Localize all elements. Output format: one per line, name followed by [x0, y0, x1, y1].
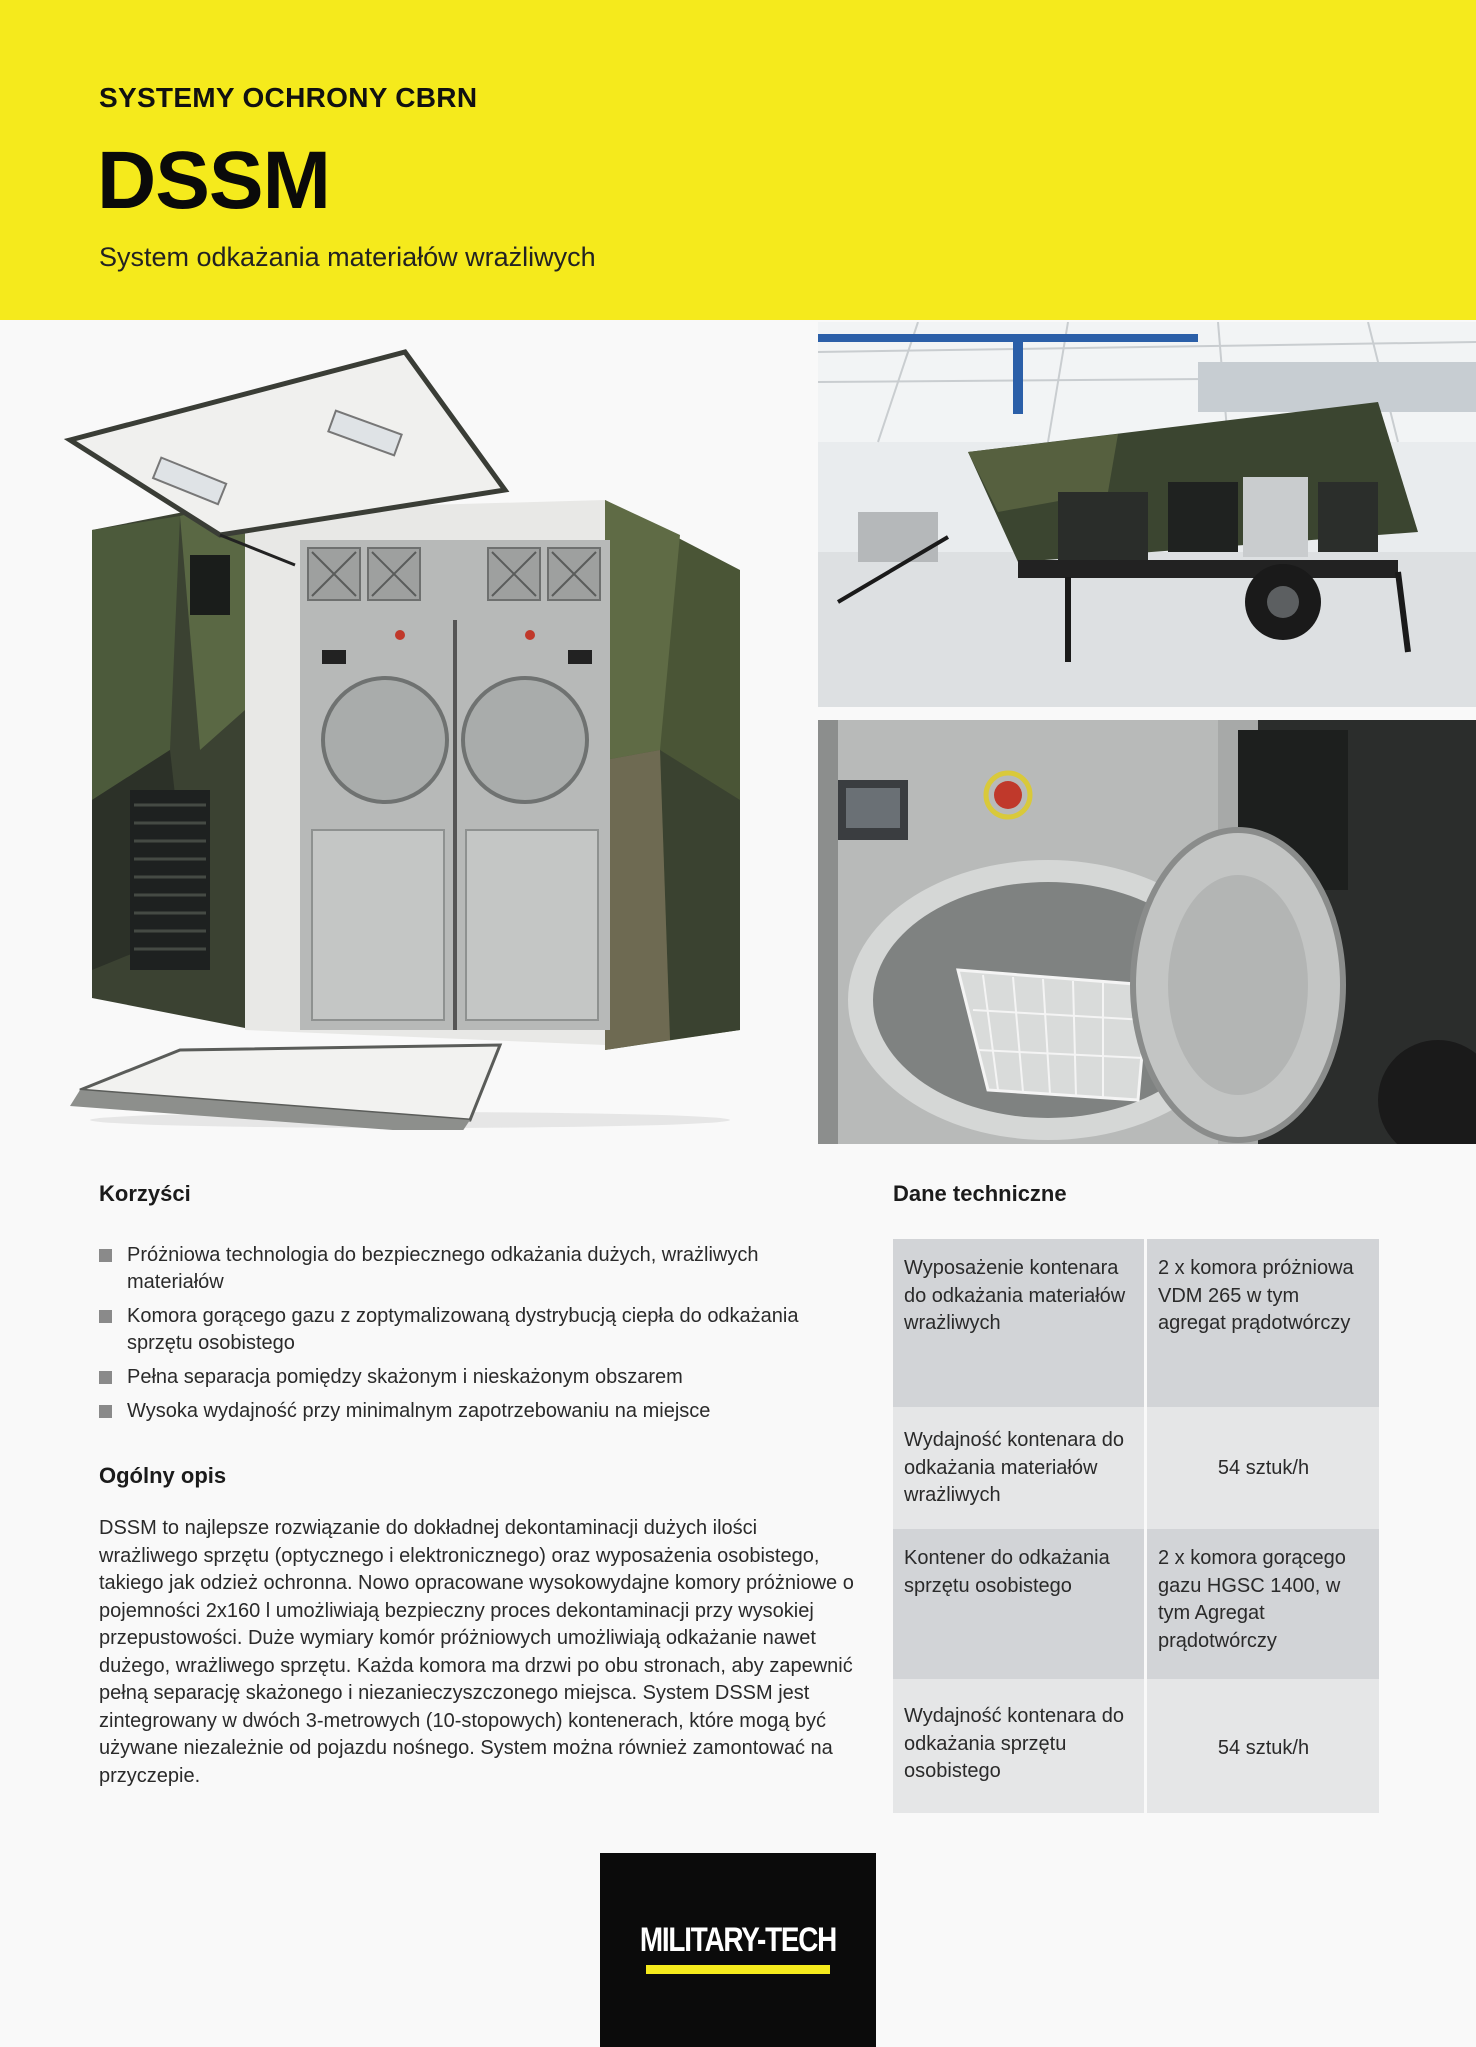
page-title: DSSM [97, 135, 330, 226]
table-cell-value: 54 sztuk/h [1147, 1407, 1379, 1529]
list-item: Komora gorącego gazu z zoptymalizowaną dystrybucją ciepła do odkażania sprzętu osobistego [99, 1303, 839, 1357]
list-item: Wysoka wydajność przy minimalnym zapotrzebowaniu na miejsce [99, 1398, 839, 1425]
technical-heading: Dane techniczne [893, 1181, 1067, 1206]
list-item: Próżniowa technologia do bezpiecznego odkażania dużych, wrażliwych materiałów [99, 1242, 839, 1296]
table-row [893, 1679, 1379, 1813]
table-row [893, 1407, 1379, 1529]
brand-logo [600, 1853, 876, 2047]
overview-heading: Ogólny opis [99, 1463, 227, 1488]
table-cell-label: Wydajność kontenara do odkażania sprzętu osobistego [893, 1679, 1147, 1813]
square-bullet-icon [99, 1310, 112, 1323]
table-cell-value: 2 x komora próżniowa VDM 265 w tym agregat prądotwórczy [1147, 1239, 1379, 1407]
category-label: SYSTEMY OCHRONY CBRN [99, 82, 478, 113]
page-subtitle: System odkażania materiałów wrażliwych [99, 242, 596, 272]
overview-text: DSSM to najlepsze rozwiązanie do dokładnej dekontaminacji dużych ilości wrażliwego sprzętu (optycznego i elektronicznego) oraz wyposażenia osobistego, takiego jak odzież ochronna. Nowo opracowane wysokowydajne komory próżniowe o pojemności 2x160 l umożliwiają bezpieczny proces dekontaminacji przy wysokiej przepustowości. Duże wymiary komór próżniowych umożliwiają odkażanie nawet dużego, wrażliwego sprzętu. Każda komora ma drzwi po obu stronach, aby zapewnić pełną separację skażonego i niezanieczyszczonego miejsca. System DSSM jest zintegrowany w dwóch 3-metrowych (10-stopowych) kontenerach, które mogą być używane niezależnie od pojazdu nośnego. System można również zamontować na przyczepie. [99, 1517, 854, 1787]
header-banner [0, 0, 1476, 320]
table-cell-label: Wydajność kontenara do odkażania materiałów wrażliwych [893, 1407, 1147, 1529]
logo-text: MILITARY-TECH [639, 1921, 837, 1959]
list-item: Pełna separacja pomiędzy skażonym i nieskażonym obszarem [99, 1364, 839, 1391]
table-cell-value: 54 sztuk/h [1147, 1679, 1379, 1813]
table-cell-label: Wyposażenie kontenara do odkażania materiałów wrażliwych [893, 1239, 1147, 1407]
trailer-photo [818, 322, 1476, 707]
table-cell-value: 2 x komora gorącego gazu HGSC 1400, w tym Agregat prądotwórczy [1147, 1529, 1379, 1679]
benefits-heading: Korzyści [99, 1181, 191, 1206]
table-cell-label: Kontener do odkażania sprzętu osobistego [893, 1529, 1147, 1679]
technical-table [893, 1239, 1379, 1813]
benefits-list [99, 1242, 839, 1432]
chamber-photo [818, 720, 1476, 1144]
logo-underline [646, 1965, 830, 1974]
square-bullet-icon [99, 1405, 112, 1418]
table-row [893, 1239, 1379, 1407]
square-bullet-icon [99, 1371, 112, 1384]
square-bullet-icon [99, 1249, 112, 1262]
container-photo [60, 330, 760, 1130]
table-row [893, 1529, 1379, 1679]
